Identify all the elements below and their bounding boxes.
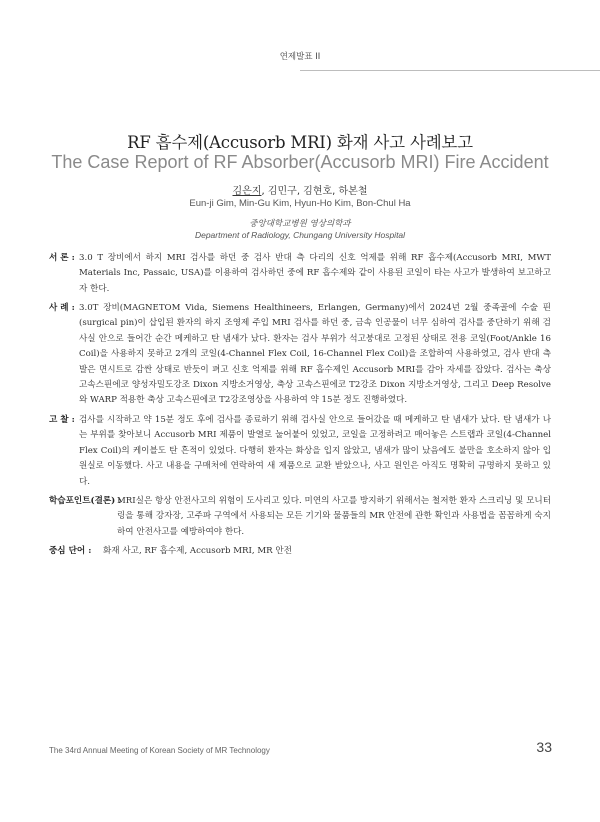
- section-case: [49, 301, 551, 409]
- section-introduction: [49, 251, 551, 297]
- section-label: 사 례 :: [49, 303, 75, 313]
- section-text: 3.0T 장비(MAGNETOM Vida, Siemens Healthineers, Erlangen, Germany)에서 2024년 2월 중족골에 수술 핀(surgical pin)이 삽입된 환자의 하지 조영제 주입 MRI 검사를 하던 중, 금속 인공물이 너무 심하여 검사를 중단하기 위해 검사실 안으로 들어간 순간 메케하고 탄 냄새가 났다. 환자는 검사 부위가 석고붕대로 고정된 상태로 전용 코일(Foot/Ankle 16 Coil)을 사용하지 못하고 2개의 코일(4-Channel Flex Coil, 16-Channel Flex Coil)을 조합하여 사용하였고, 검사 반대 측 발은 면시트로 감싼 상태로 반듯이 펴고 신호 억제를 위해 RF 흡수제인 Accusorb MRI를 감아 자세를 잡았다. 검사는 축상 고속스핀에코 양성자밀도강조 Dixon 지방소거영상, 축상 고속스핀에코 T2강조 Dixon 지방소거영상, 그리고 Deep Resolve와 WARP 적용한 축상 고속스핀에코 T2강조영상을 사용하여 약 15분 정도 진행하였다.: [79, 303, 551, 406]
- title-korean: RF 흡수제(Accusorb MRI) 화재 사고 사례보고: [127, 133, 473, 152]
- authors-english: Eun-ji Gim, Min-Gu Kim, Hyun-Ho Kim, Bon-Chul Ha: [189, 198, 411, 209]
- section-label: 서 론 :: [49, 253, 75, 263]
- coauthors-korean: , 김민구, 김현호, 하본철: [261, 186, 368, 197]
- affiliation-korean: 중앙대학교병원 영상의학과: [249, 219, 351, 229]
- authors-korean: [0, 182, 600, 197]
- footer-meeting: The 34rd Annual Meeting of Korean Society of MR Technology: [49, 746, 270, 755]
- section-discussion: [49, 413, 551, 490]
- section-label: 중심 단어 :: [49, 546, 92, 556]
- affiliation-english: Department of Radiology, Chungang University Hospital: [194, 230, 406, 240]
- running-header: 연제발표 II: [279, 52, 321, 62]
- header-rule: [300, 70, 600, 71]
- section-label: 고 찰 :: [49, 415, 75, 425]
- section-text: MRI실은 항상 안전사고의 위험이 도사리고 있다. 미연의 사고를 방지하기 위해서는 철저한 환자 스크리닝 및 모니터링을 통해 강자장, 고주파 구역에서 사용되는 모든 기기와 물품들의 MR 안전에 관한 확인과 사용법을 꼼꼼하게 숙지하여 안전사고를 예방하여야 한다.: [117, 496, 551, 537]
- first-author-korean: 김은지: [232, 186, 262, 197]
- section-text: 검사를 시작하고 약 15분 정도 후에 검사를 종료하기 위해 검사실 안으로 들어갔을 때 메케하고 탄 냄새가 났다. 탄 냄새가 나는 부위를 찾아보니 Accusorb MRI 제품이 발열로 눌어붙어 있었고, 코일을 고정하려고 매어놓은 스트랩과 코일(4-Channel Flex Coil)의 케이블도 탄 흔적이 있었다. 다행히 환자는 화상을 입지 않았고, 냄새가 많이 났음에도 불만을 호소하지 않아 입원실로 이동했다. 사고 내용을 구매처에 연락하여 새 제품으로 교환 받았으나, 사고 원인은 아직도 명확히 규명하지 못하고 있다.: [79, 415, 551, 487]
- title-english: The Case Report of RF Absorber(Accusorb MRI) Fire Accident: [51, 152, 549, 172]
- page-number: 33: [536, 739, 552, 755]
- section-text: 3.0 T 장비에서 하지 MRI 검사를 하던 중 검사 반대 측 다리의 신호 억제를 위해 RF 흡수제(Accusorb MRI, MWT Materials Inc, Passaic, USA)를 이용하여 검사하던 중에 RF 흡수제와 같이 사용된 코일이 타는 사고가 발생하여 보고하고자 한다.: [79, 253, 551, 294]
- section-text: 화재 사고, RF 흡수제, Accusorb MRI, MR 안전: [103, 546, 292, 556]
- section-keywords: [49, 544, 551, 559]
- section-label: 학습포인트(결론) :: [49, 496, 122, 506]
- section-learning-point: [49, 494, 551, 540]
